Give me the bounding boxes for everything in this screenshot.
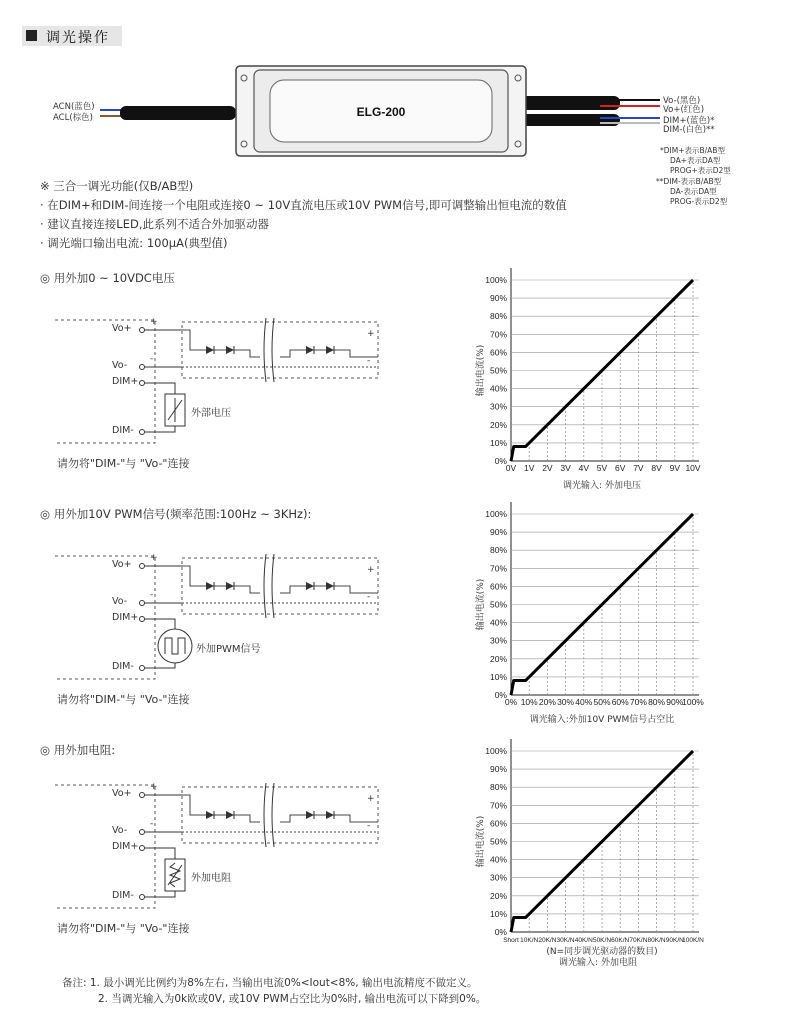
- y-tick-label: 60%: [489, 818, 507, 829]
- x-tick-label: 50K/N: [592, 937, 612, 944]
- x-tick-label: 60%: [611, 697, 629, 707]
- footnote: DA-表示DA型: [670, 187, 717, 196]
- pin-label-vo: Vo-: [112, 360, 128, 371]
- x-tick-label: 80K/N: [647, 937, 666, 944]
- y-tick-label: 0%: [494, 690, 507, 700]
- intro-line: · 建议直接连接LED,此系列不适合外加驱动器: [40, 217, 269, 231]
- x-tick-label: 40K/N: [574, 937, 593, 944]
- x-tick-label: 0%: [504, 697, 518, 707]
- intro-line: · 在DIM+和DIM-间连接一个电阻或连接0 ~ 10V直流电压或10V PWM信号,即可调整输出恒电流的数值: [40, 198, 567, 212]
- vo-minus-label: Vo-(黑色): [663, 96, 701, 106]
- acl-label: ACL(棕色): [53, 113, 93, 123]
- component-label: 外部电压: [191, 408, 231, 419]
- x-tick-label: 20K/N: [538, 937, 557, 944]
- x-tick-label: 70%: [629, 697, 647, 707]
- wiring-note: 请勿将"DIM-"与 "Vo-"连接: [57, 693, 190, 706]
- x-tick-label: Short: [503, 937, 519, 944]
- footnote: PROG-表示D2型: [670, 197, 728, 206]
- x-tick-label: 50%: [593, 697, 611, 707]
- y-tick-label: 70%: [489, 329, 507, 340]
- x-tick-label: 0V: [505, 463, 517, 473]
- wiring-note: 请勿将"DIM-"与 "Vo-"连接: [57, 457, 190, 470]
- dim-minus-label: DIM-(白色)**: [663, 125, 715, 135]
- y-axis-label: 输出电流(%): [476, 344, 486, 397]
- x-tick-label: 5V: [596, 463, 608, 473]
- y-tick-label: 90%: [489, 764, 507, 775]
- x-tick-label: 8V: [651, 463, 662, 473]
- x-tick-label: 4V: [578, 463, 590, 473]
- polarity-sign: -: [150, 354, 154, 364]
- y-tick-label: 50%: [489, 599, 507, 610]
- y-tick-label: 80%: [489, 311, 507, 322]
- y-tick-label: 50%: [489, 836, 507, 847]
- y-tick-label: 30%: [489, 401, 507, 412]
- y-tick-label: 20%: [489, 890, 507, 901]
- x-axis-label: 调光输入: 外加电阻: [559, 958, 637, 968]
- x-tick-label: 70K/N: [629, 937, 648, 944]
- x-tick-label: 10V: [685, 463, 701, 473]
- section-title-voltage: ◎ 用外加0 ~ 10VDC电压: [40, 271, 175, 285]
- chart-1: [474, 502, 704, 725]
- y-tick-label: 50%: [489, 365, 507, 376]
- footnote: DA+表示DA型: [670, 156, 721, 165]
- x-tick-label: 7V: [633, 463, 644, 473]
- pin-label-dim: DIM-: [112, 425, 134, 436]
- pin-label-vo: Vo+: [112, 788, 132, 799]
- y-tick-label: 80%: [489, 545, 507, 556]
- y-tick-label: 30%: [489, 635, 507, 646]
- pin-label-dim: DIM+: [112, 376, 139, 387]
- polarity-sign: +: [367, 794, 375, 804]
- intro-line: · 调光端口输出电流: 100µA(典型值): [40, 236, 228, 250]
- y-tick-label: 0%: [494, 456, 507, 466]
- polarity-sign: +: [367, 565, 375, 575]
- section-title-pwm: ◎ 用外加10V PWM信号(频率范围:100Hz ~ 3KHz):: [40, 507, 312, 521]
- x-tick-label: 90%: [666, 697, 684, 707]
- x-tick-label: 60K/N: [611, 937, 630, 944]
- polarity-sign: -: [150, 590, 154, 600]
- x-tick-label: 80%: [648, 697, 666, 707]
- y-tick-label: 70%: [489, 563, 507, 574]
- vo-plus-label: Vo+(红色): [663, 105, 705, 115]
- y-tick-label: 60%: [489, 347, 507, 358]
- pin-label-dim: DIM+: [112, 841, 139, 852]
- y-tick-label: 40%: [489, 383, 507, 394]
- polarity-sign: +: [150, 782, 158, 792]
- x-tick-label: 2V: [542, 463, 553, 473]
- polarity-sign: +: [367, 329, 375, 339]
- x-tick-label: 90K/N: [665, 937, 684, 944]
- intro-heading: ※ 三合一调光功能(仅B/AB型): [40, 179, 194, 193]
- chart-2: [474, 739, 704, 968]
- footnote: PROG+表示D2型: [670, 166, 731, 175]
- x-tick-label: 1V: [523, 463, 535, 473]
- x-tick-label: 100%: [682, 697, 704, 707]
- pin-label-dim: DIM+: [112, 612, 139, 623]
- note-2: 2. 当调光输入为0k欧或0V, 或10V PWM占空比为0%时, 输出电流可以下降到0%。: [98, 993, 487, 1005]
- pin-label-vo: Vo+: [112, 559, 132, 570]
- polarity-sign: -: [367, 592, 371, 602]
- section-title: 调光操作: [46, 30, 110, 46]
- y-tick-label: 80%: [489, 782, 507, 793]
- polarity-sign: -: [367, 821, 371, 831]
- component-label: 外加电阻: [191, 873, 231, 884]
- pin-label-dim: DIM-: [112, 890, 134, 901]
- pin-label-dim: DIM-: [112, 661, 134, 672]
- x-tick-label: 40%: [575, 697, 593, 707]
- y-tick-label: 10%: [489, 671, 507, 682]
- x-tick-label: 10%: [520, 697, 538, 707]
- x-axis-note: (N=同步调光驱动器的数目): [546, 947, 658, 957]
- x-tick-label: 9V: [669, 463, 681, 473]
- pin-label-vo: Vo-: [112, 825, 128, 836]
- polarity-sign: -: [150, 819, 154, 829]
- x-tick-label: 3V: [560, 463, 571, 473]
- footnote: **DIM-表示B/AB型: [656, 177, 722, 186]
- y-tick-label: 70%: [489, 800, 507, 811]
- pin-label-vo: Vo+: [112, 323, 132, 334]
- y-tick-label: 20%: [489, 419, 507, 430]
- x-tick-label: 6V: [614, 463, 626, 473]
- x-axis-label: 调光输入: 外加电压: [563, 481, 641, 491]
- pin-label-vo: Vo-: [112, 596, 128, 607]
- y-tick-label: 90%: [489, 293, 507, 304]
- component-label: 外加PWM信号: [196, 644, 261, 655]
- product-model: ELG-200: [356, 105, 406, 119]
- dim-plus-label: DIM+(蓝色)*: [663, 116, 715, 126]
- section-title-resistor: ◎ 用外加电阻:: [40, 743, 116, 757]
- y-tick-label: 100%: [485, 746, 507, 756]
- footnote: *DIM+表示B/AB型: [660, 146, 725, 155]
- y-tick-label: 60%: [489, 581, 507, 592]
- y-tick-label: 40%: [489, 617, 507, 628]
- x-tick-label: 10K/N: [520, 937, 539, 944]
- y-tick-label: 100%: [485, 275, 507, 285]
- x-tick-label: 20%: [538, 697, 556, 707]
- x-tick-label: 100K/N: [682, 937, 704, 944]
- wiring-note: 请勿将"DIM-"与 "Vo-"连接: [57, 922, 190, 935]
- polarity-sign: +: [150, 553, 158, 563]
- x-axis-label: 调光输入:外加10V PWM信号占空比: [529, 715, 675, 725]
- polarity-sign: -: [367, 356, 371, 366]
- y-axis-label: 输出电流(%): [476, 815, 486, 868]
- y-tick-label: 100%: [485, 509, 507, 519]
- y-tick-label: 20%: [489, 653, 507, 664]
- polarity-sign: +: [150, 317, 158, 327]
- y-axis-label: 输出电流(%): [476, 578, 486, 631]
- note-1: 备注: 1. 最小调光比例约为8%左右, 当输出电流0%<Iout<8%, 输出电流精度不做定义。: [62, 977, 478, 989]
- y-tick-label: 10%: [489, 437, 507, 448]
- x-tick-label: 30%: [557, 697, 575, 707]
- y-tick-label: 30%: [489, 872, 507, 883]
- y-tick-label: 40%: [489, 854, 507, 865]
- y-tick-label: 90%: [489, 527, 507, 538]
- y-tick-label: 0%: [494, 927, 507, 937]
- x-tick-label: 30K/N: [556, 937, 575, 944]
- y-tick-label: 10%: [489, 908, 507, 919]
- chart-0: [474, 268, 701, 491]
- acn-label: ACN(蓝色): [53, 102, 95, 112]
